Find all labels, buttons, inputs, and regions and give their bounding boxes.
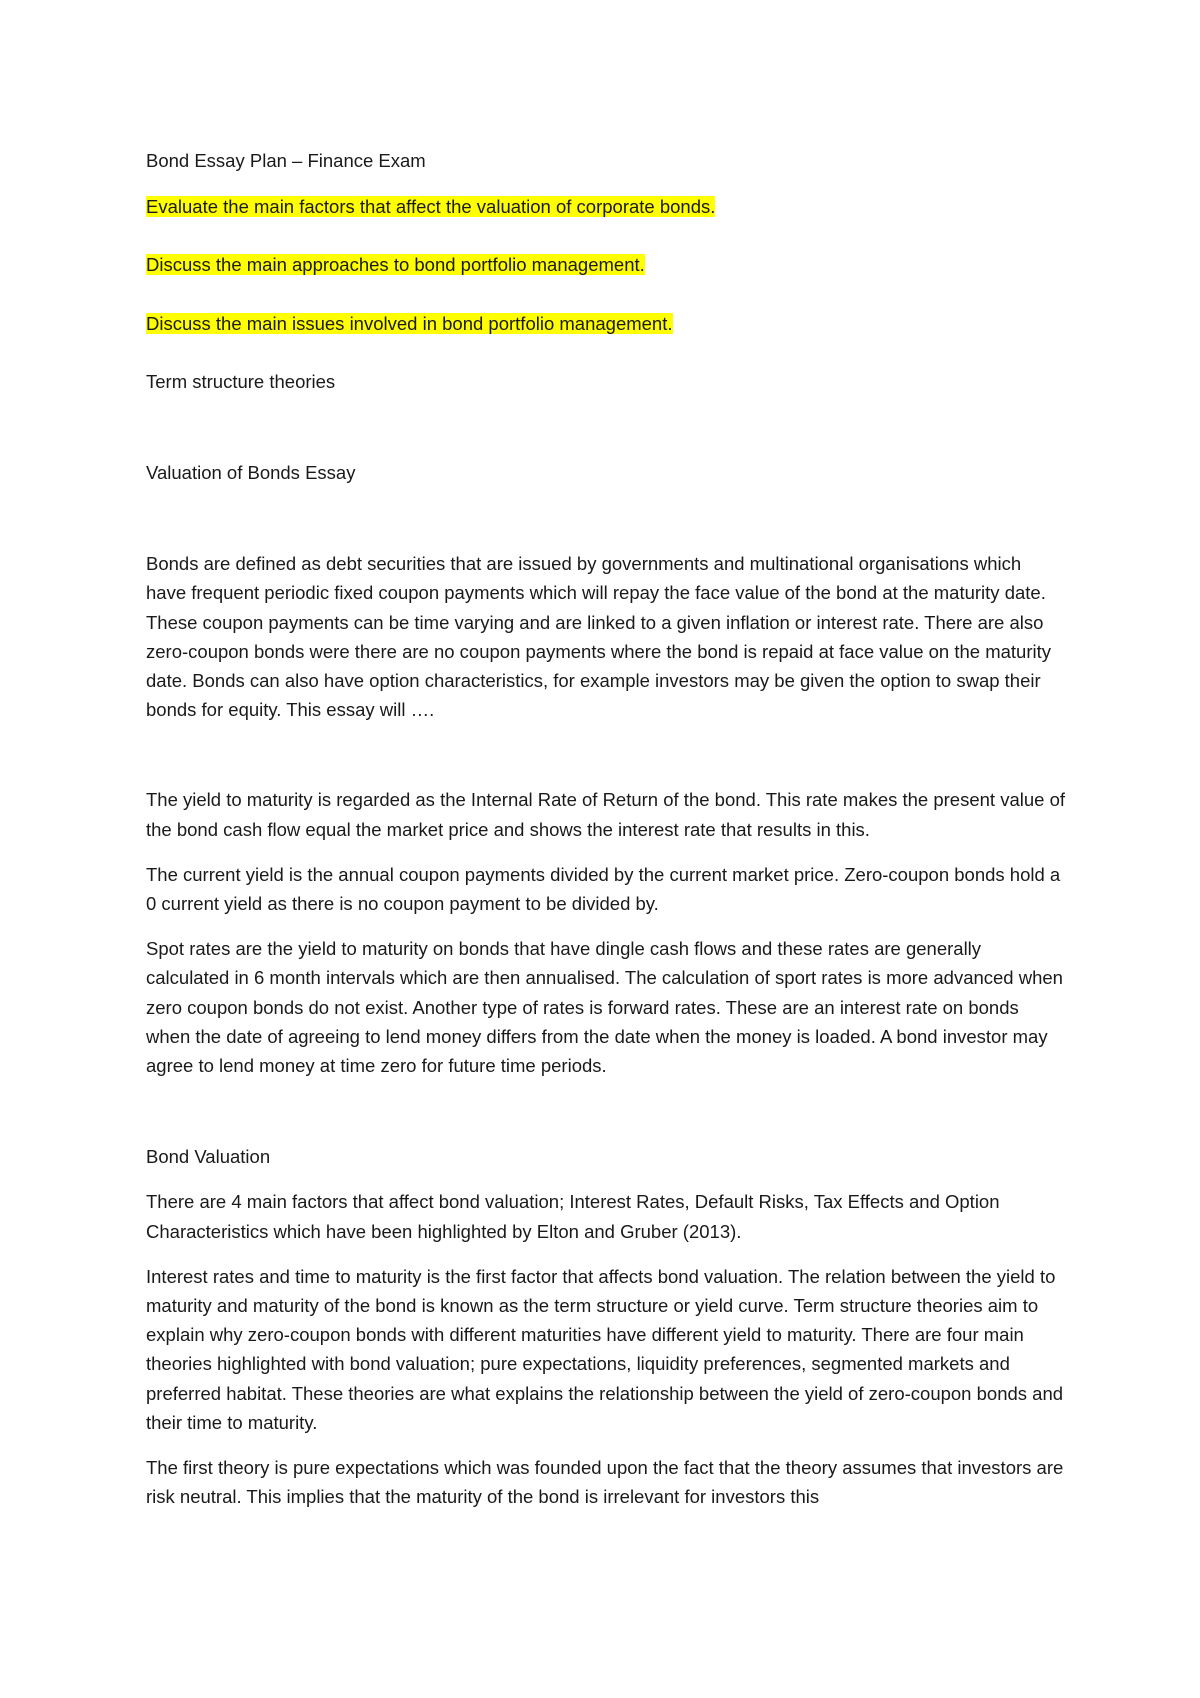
exam-question-3 (146, 309, 1066, 338)
yield-to-maturity-paragraph: The yield to maturity is regarded as the Internal Rate of Return of the bond. This rate makes the present value of the bond cash flow equal the market price and shows the interest rate that results in this. (146, 789, 1065, 840)
factors-paragraph: There are 4 main factors that affect bond valuation; Interest Rates, Default Risks, Tax Effects and Option Characteristics which have been highlighted by Elton and Gruber (2013). (146, 1191, 1000, 1242)
highlighted-question-text: Evaluate the main factors that affect the valuation of corporate bonds. (146, 196, 716, 218)
highlighted-question-text: Discuss the main issues involved in bond portfolio management. (146, 312, 673, 334)
spot-rates-paragraph: Spot rates are the yield to maturity on bonds that have dingle cash flows and these rates are generally calculated in 6 month intervals which are then annualised. The calculation of sport rates is more advanced when zero coupon bonds do not exist. Another type of rates is forward rates. These are an interest rate on bonds when the date of agreeing to lend money differs from the date when the money is loaded. A bond investor may agree to lend money at time zero for future time periods. (146, 938, 1063, 1077)
essay-title: Valuation of Bonds Essay (146, 462, 356, 484)
section-heading: Bond Valuation (146, 1146, 271, 1168)
plan-note: Term structure theories (146, 370, 336, 392)
exam-question-2 (146, 250, 1066, 279)
pure-expectations-paragraph: The first theory is pure expectations which was founded upon the fact that the theory assumes that investors are risk neutral. This implies that the maturity of the bond is irrelevant for investors this (146, 1457, 1064, 1508)
highlighted-question-text: Discuss the main approaches to bond portfolio management. (146, 254, 645, 276)
interest-rates-paragraph: Interest rates and time to maturity is the first factor that affects bond valuation. The relation between the yield to maturity and maturity of the bond is known as the term structure or yield curve. Term structure theories aim to explain why zero-coupon bonds with different maturities have different yield to maturity. There are four main theories highlighted with bond valuation; pure expectations, liquidity preferences, segmented markets and preferred habitat. These theories are what explains the relationship between the yield of zero-coupon bonds and their time to maturity. (146, 1265, 1064, 1433)
current-yield-paragraph: The current yield is the annual coupon payments divided by the current market price. Zero-coupon bonds hold a 0 current yield as there is no coupon payment to be divided by. (146, 863, 1061, 915)
plan-title: Bond Essay Plan – Finance Exam (146, 150, 426, 171)
document-body (146, 146, 1066, 1512)
exam-question-1 (146, 192, 1066, 221)
intro-paragraph: Bonds are defined as debt securities that are issued by governments and multinational organisations which have frequent periodic fixed coupon payments which will repay the face value of the bond at the maturity date. These coupon payments can be time varying and are linked to a given inflation or interest rate. There are also zero-coupon bonds were there are no coupon payments where the bond is repaid at face value on the maturity date. Bonds can also have option characteristics, for example investors may be given the option to swap their bonds for equity. This essay will …. (146, 553, 1052, 721)
